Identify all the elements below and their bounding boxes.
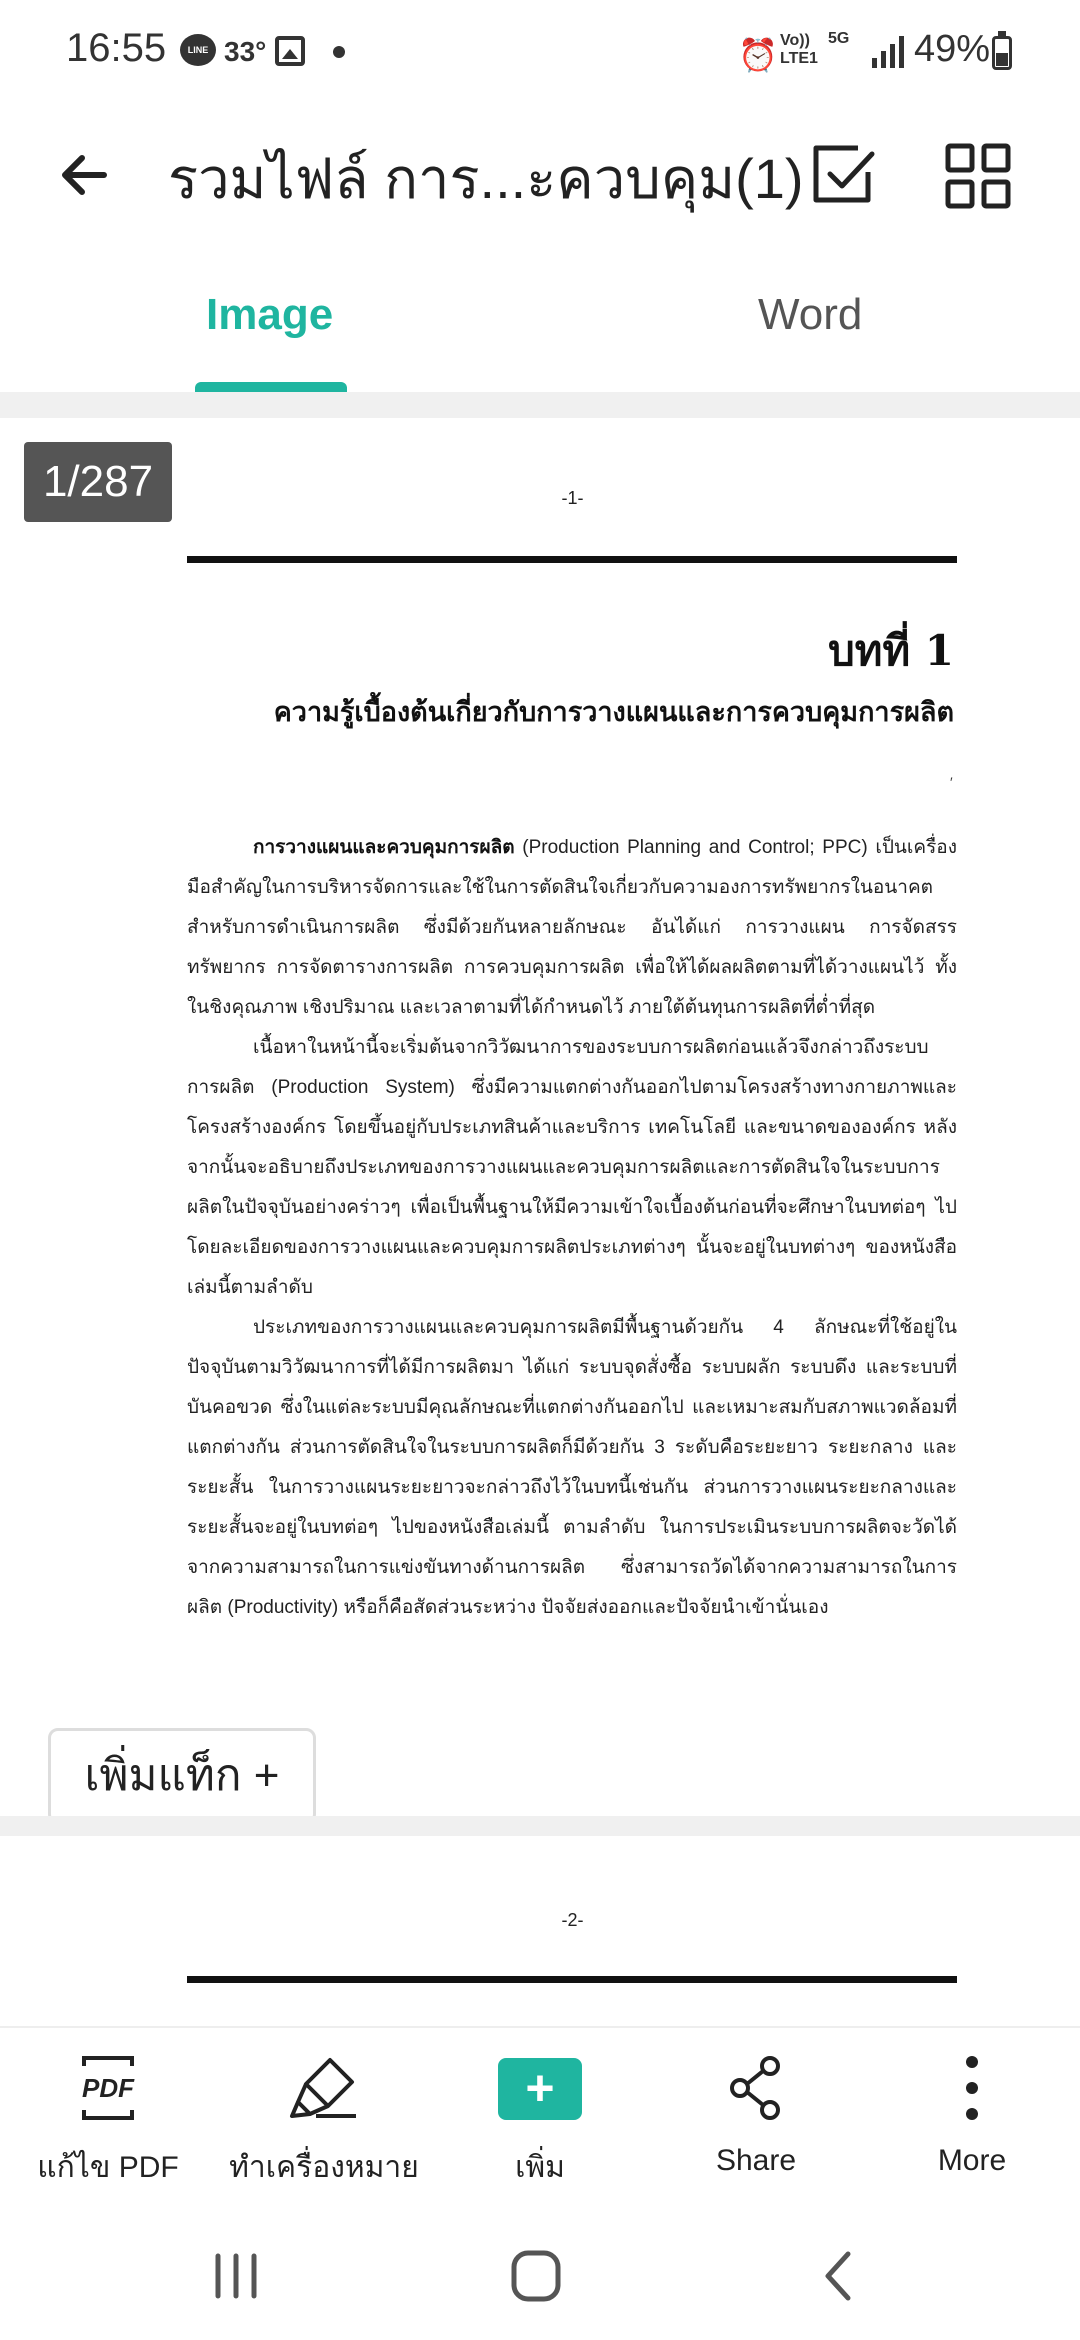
paragraph-2: เนื้อหาในหน้านี้จะเริ่มต้นจากวิวัฒนาการของระบบการผลิตก่อนแล้วจึงกล่าวถึงระบบการผลิต (Production System) ซึ่งมีความแตกต่างกันออกไปตามโครงสร้างทางกายภาพและโครงสร้างองค์กร โดยขึ้นอยู่กับประเภทสินค้าและบริการ เทคโนโลยี และขนาดขององค์กร หลังจากนั้นจะอธิบายถึงประเภทของการวางแผนและควบคุมการผลิตและการตัดสินใจในระบบการผลิตในปัจจุบันอย่างคร่าวๆ เพื่อเป็นพื้นฐานให้มีความเข้าใจเบื้องต้นก่อนที่จะศึกษาในบทต่อๆ ไป โดยละเอียดของการวางแผนและควบคุมการผลิตประเภทต่างๆ นั้นจะอยู่ในบทต่างๆ ของหนังสือเล่มนี้ตามลำดับ: [187, 1037, 957, 1298]
document-body: [187, 828, 957, 1628]
page-divider: [0, 1816, 1080, 1836]
app-bar: [0, 100, 1080, 240]
header-rule: [187, 556, 957, 563]
page-indicator-badge: 1/287: [24, 442, 172, 522]
tab-word[interactable]: Word: [758, 290, 863, 339]
temperature: 33°: [224, 36, 267, 67]
add-button[interactable]: [432, 2028, 648, 2208]
paragraph-1-bold: การวางแผนและควบคุมการผลิต: [253, 837, 515, 858]
volte-indicator: Vo)) LTE1: [780, 32, 818, 67]
paragraph-1-text: (Production Planning and Control; PPC) เป็นเครื่องมือสำคัญในการบริหารจัดการและใช้ในการตัดสินใจเกี่ยวกับความองการทรัพยากรในอนาคต สำหรับการดำเนินการผลิต ซึ่งมีด้วยกันหลายลักษณะ อันได้แก่ การวางแผน การจัดสรรทรัพยากร การจัดตารางการผลิต การควบคุมการผลิต เพื่อให้ได้ผลผลิตตามที่ได้วางแผนไว้ ทั้งในชิงคุณภาพ เชิงปริมาณ และเวลาตามที่ได้กำหนดไว้ ภายใต้ต้นทุนการผลิตที่ต่ำที่สุด: [187, 837, 957, 1018]
status-time: 16:55: [66, 26, 167, 70]
grid-icon: [940, 138, 1016, 214]
share-button[interactable]: [648, 2028, 864, 2208]
recent-apps-icon: [196, 2246, 276, 2306]
more-vertical-icon: [934, 2050, 1010, 2126]
chevron-left-icon: [800, 2246, 880, 2306]
annotate-button[interactable]: [216, 2028, 432, 2208]
edit-pdf-button[interactable]: [0, 2028, 216, 2208]
chapter-heading: บทที่ 1: [828, 626, 954, 675]
chapter-subtitle: ความรู้เบื้องต้นเกี่ยวกับการวางแผนและการควบคุมการผลิต: [273, 697, 954, 727]
paragraph-3: ประเภทของการวางแผนและควบคุมการผลิตมีพื้นฐานด้วยกัน 4 ลักษณะที่ใช้อยู่ในปัจจุบันตามวิวัฒนาการที่ได้มีการผลิตมา ได้แก่ ระบบจุดสั่งซื้อ ระบบผลัก ระบบดึง และระบบที่บันคอขวด ซึ่งในแต่ละระบบมีคุณลักษณะที่แตกต่างกันออกไป และเหมาะสมกับสภาพแวดล้อมที่แตกต่างกัน ส่วนการตัดสินใจในระบบการผลิตก็มีด้วยกัน 3 ระดับคือระยะยาว ระยะกลาง และระยะสั้น ในการวางแผนระยะยาวจะกล่าวถึงไว้ในบทนี้เช่นกัน ส่วนการวางแผนระยะกลางและระยะสั้นจะอยู่ในบทต่อๆ ไปของหนังสือเล่มนี้ ตามลำดับ ในการประเมินระบบการผลิตจะวัดได้จากความสามารถในการแข่งขันทางด้านการผลิต ซึ่งสามารถวัดได้จากความสามารถในการผลิต (Productivity) หรือก็คือสัดส่วนระหว่าง ปัจจัยส่งออกและปัจจัยนำเข้านั่นเอง: [187, 1317, 957, 1618]
checkbox-edit-icon: [806, 138, 882, 214]
page-number-label: -1-: [561, 488, 584, 508]
header-rule: [187, 1976, 957, 1983]
highlighter-icon: [286, 2050, 362, 2126]
more-button[interactable]: [864, 2028, 1080, 2208]
home-button[interactable]: [496, 2246, 576, 2306]
edit-pdf-label: แก้ไข PDF: [37, 2151, 179, 2184]
plus-icon: +: [498, 2058, 582, 2120]
divider: [0, 392, 1080, 418]
battery-icon: [992, 36, 1012, 70]
view-tabs: [0, 270, 1080, 392]
arrow-left-icon: [52, 140, 122, 210]
more-label: More: [937, 2144, 1007, 2177]
notification-dot-icon: [333, 46, 345, 58]
tab-image[interactable]: Image: [206, 290, 334, 339]
recent-apps-button[interactable]: [196, 2246, 276, 2306]
document-page-2[interactable]: [0, 1836, 1080, 2026]
grid-view-button[interactable]: [940, 138, 1016, 214]
paragraph-1: [187, 828, 957, 1028]
image-notification-icon: [275, 36, 305, 66]
home-icon: [496, 2246, 576, 2306]
line-app-icon: LINE: [180, 34, 216, 66]
share-label: Share: [715, 2144, 797, 2177]
document-page-1[interactable]: [0, 418, 1080, 1816]
alarm-icon: ⏰: [738, 37, 778, 73]
network-5g-indicator: 5G: [828, 30, 850, 47]
add-tag-button[interactable]: เพิ่มแท็ก +: [48, 1728, 316, 1824]
annotate-label: ทำเครื่องหมาย: [229, 2151, 419, 2184]
pdf-edit-icon: [70, 2050, 146, 2126]
bottom-toolbar: [0, 2026, 1080, 2206]
document-title: รวมไฟล์ การ...ะควบคุม(1): [168, 147, 804, 210]
system-back-button[interactable]: [800, 2246, 880, 2306]
pdf-icon-text: PDF: [82, 2073, 134, 2103]
status-bar: [0, 0, 1080, 100]
stray-mark: ′: [950, 774, 953, 790]
page-number-label: -2-: [561, 1910, 584, 1930]
select-pages-button[interactable]: [806, 138, 882, 214]
add-label: เพิ่ม: [515, 2151, 565, 2184]
system-nav-bar: [0, 2206, 1080, 2340]
battery-percentage: 49%: [914, 28, 991, 70]
share-icon: [718, 2050, 794, 2126]
back-button[interactable]: [52, 140, 122, 210]
active-tab-indicator: [195, 382, 347, 392]
signal-icon: [870, 36, 906, 68]
